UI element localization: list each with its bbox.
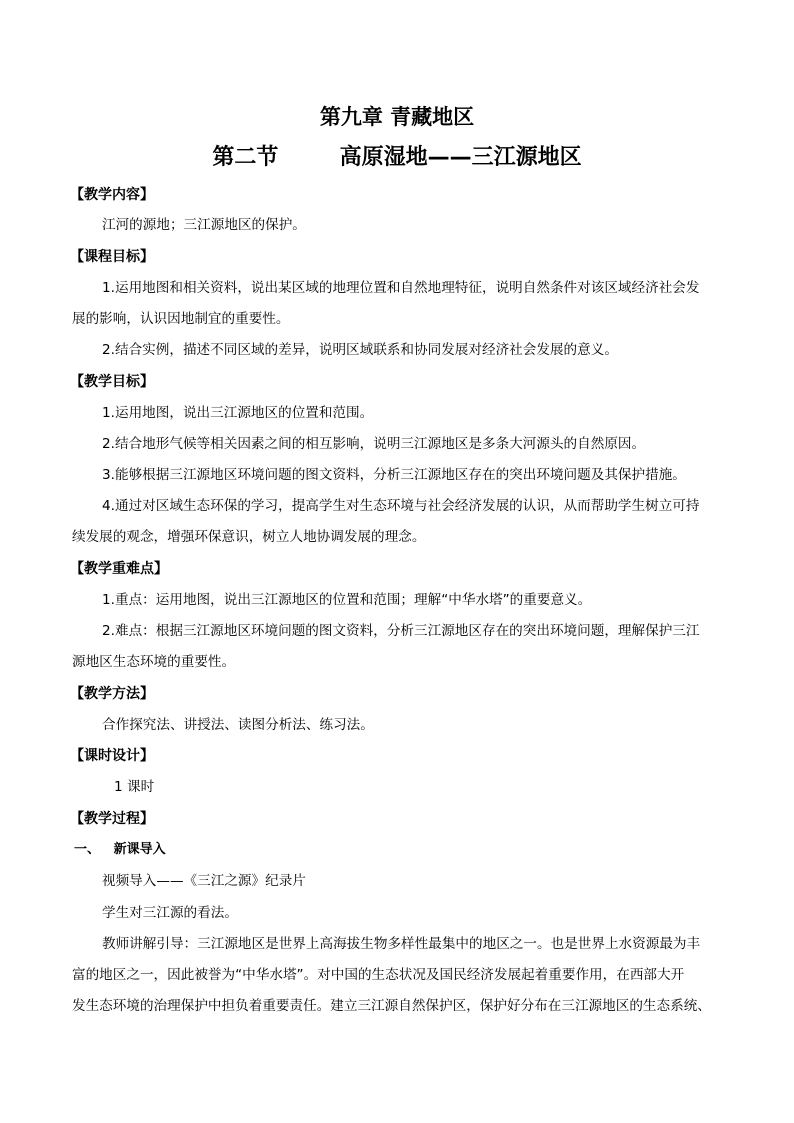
goal-item-3: 3.能够根据三江源地区环境问题的图文资料，分析三江源地区存在的突出环境问题及其保护措施。: [102, 467, 686, 483]
goal-item-4-cont: 续发展的观念，增强环保意识，树立人地协调发展的理念。: [72, 529, 426, 545]
content-text: 江河的源地；三江源地区的保护。: [102, 217, 306, 233]
intro-student: 学生对三江源的看法。: [102, 905, 238, 921]
intro-teacher-cont-1: 富的地区之一，因此被誉为“中华水塔”。对中国的生态状况及国民经济发展起着重要作用，在西部大开: [72, 967, 685, 983]
intro-video: 视频导入——《三江之源》纪录片: [102, 873, 306, 889]
content-heading: 【教学内容】: [70, 187, 154, 203]
methods-text: 合作探究法、讲授法、读图分析法、练习法。: [102, 717, 374, 733]
goal-item-2: 2.结合地形气候等相关因素之间的相互影响，说明三江源地区是多条大河源头的自然原因。: [102, 436, 646, 452]
hours-heading: 【课时设计】: [70, 748, 154, 764]
hours-text: 1 课时: [114, 779, 155, 795]
goal-item-4: 4.通过对区域生态环保的学习，提高学生对生态环境与社会经济发展的认识，从而帮助学生树立可持: [102, 498, 700, 514]
curriculum-item-1: 1.运用地图和相关资料，说出某区域的地理位置和自然地理特征，说明自然条件对该区域经济社会发: [102, 280, 700, 296]
process-heading: 【教学过程】: [70, 811, 154, 827]
key-points-heading: 【教学重难点】: [70, 561, 168, 577]
section-title: 第二节 高原湿地——三江源地区: [212, 145, 582, 170]
process-step-1: 一、 新课导入: [74, 842, 166, 857]
chapter-title: 第九章 青藏地区: [319, 105, 475, 129]
intro-teacher-cont-2: 发生态环境的治理保护中担负着重要责任。建立三江源自然保护区，保护好分布在三江源地区的生态系统、: [72, 998, 711, 1014]
methods-heading: 【教学方法】: [70, 686, 154, 702]
intro-teacher: 教师讲解引导：三江源地区是世界上高海拔生物多样性最集中的地区之一。也是世界上水资源最为丰: [102, 936, 701, 952]
curriculum-item-2: 2.结合实例，描述不同区域的差异，说明区域联系和协同发展对经济社会发展的意义。: [102, 342, 618, 358]
key-point-2-cont: 源地区生态环境的重要性。: [72, 654, 236, 670]
goal-item-1: 1.运用地图，说出三江源地区的位置和范围。: [102, 405, 374, 421]
key-point-2: 2.难点：根据三江源地区环境问题的图文资料，分析三江源地区存在的突出环境问题，理解保护三江: [102, 623, 700, 639]
key-point-1: 1.重点：运用地图，说出三江源地区的位置和范围；理解“中华水塔”的重要意义。: [102, 592, 592, 608]
curriculum-item-1-cont: 展的影响，认识因地制宜的重要性。: [72, 311, 290, 327]
curriculum-heading: 【课程目标】: [70, 249, 154, 265]
teaching-goals-heading: 【教学目标】: [70, 374, 154, 390]
